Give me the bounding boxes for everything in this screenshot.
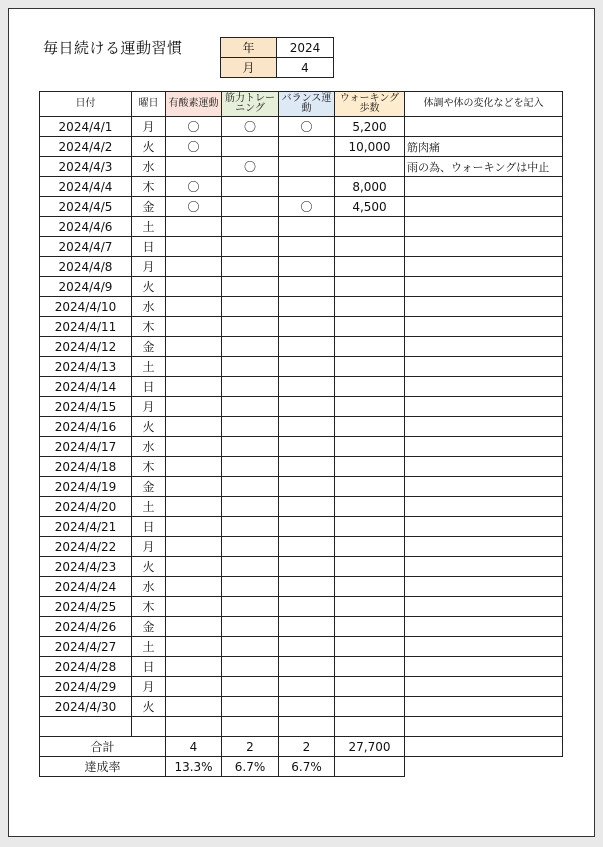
aerobic-cell[interactable]: [166, 637, 222, 657]
table-row: [40, 537, 563, 557]
strength-cell[interactable]: [222, 337, 279, 357]
note-cell[interactable]: [405, 537, 563, 557]
note-cell[interactable]: [405, 517, 563, 537]
aerobic-cell[interactable]: [166, 357, 222, 377]
balance-cell[interactable]: [279, 597, 335, 617]
table-row: [40, 557, 563, 577]
note-cell[interactable]: 雨の為、ウォーキングは中止: [405, 157, 563, 177]
table-row: [40, 377, 563, 397]
table-row: [40, 237, 563, 257]
aerobic-cell[interactable]: [166, 437, 222, 457]
table-row: [40, 457, 563, 477]
balance-cell[interactable]: [279, 237, 335, 257]
header-row: [40, 92, 563, 117]
aerobic-cell[interactable]: 〇: [166, 197, 222, 217]
table-row: [40, 437, 563, 457]
weekday-cell[interactable]: 木: [132, 457, 166, 477]
note-cell[interactable]: [405, 657, 563, 677]
note-cell[interactable]: [405, 477, 563, 497]
aerobic-cell[interactable]: [166, 277, 222, 297]
strength-cell[interactable]: [222, 177, 279, 197]
strength-cell[interactable]: [222, 197, 279, 217]
aerobic-cell[interactable]: [166, 657, 222, 677]
date-cell[interactable]: 2024/4/26: [40, 617, 132, 637]
balance-cell[interactable]: [279, 697, 335, 717]
balance-cell[interactable]: [279, 377, 335, 397]
balance-cell[interactable]: [279, 137, 335, 157]
note-cell[interactable]: [405, 637, 563, 657]
aerobic-cell[interactable]: [166, 397, 222, 417]
walking-steps-cell[interactable]: [335, 577, 405, 597]
balance-cell[interactable]: [279, 637, 335, 657]
balance-cell[interactable]: [279, 537, 335, 557]
strength-cell[interactable]: [222, 677, 279, 697]
date-cell[interactable]: [40, 717, 132, 737]
aerobic-cell[interactable]: [166, 457, 222, 477]
walking-steps-cell[interactable]: [335, 317, 405, 337]
strength-cell[interactable]: [222, 657, 279, 677]
aerobic-cell[interactable]: [166, 337, 222, 357]
weekday-cell[interactable]: [132, 717, 166, 737]
walking-steps-cell[interactable]: [335, 557, 405, 577]
aerobic-cell[interactable]: [166, 217, 222, 237]
date-cell[interactable]: 2024/4/24: [40, 577, 132, 597]
totals-notes-cell: [405, 737, 563, 757]
strength-cell[interactable]: [222, 457, 279, 477]
strength-cell[interactable]: [222, 377, 279, 397]
balance-cell[interactable]: [279, 217, 335, 237]
header-aerobic: 有酸素運動: [166, 92, 222, 117]
rate-walking-cell: [335, 757, 405, 777]
date-cell[interactable]: 2024/4/9: [40, 277, 132, 297]
note-cell[interactable]: [405, 597, 563, 617]
note-cell[interactable]: [405, 377, 563, 397]
walking-steps-cell[interactable]: 4,500: [335, 197, 405, 217]
table-row: [40, 277, 563, 297]
table-row: [40, 397, 563, 417]
walking-steps-cell[interactable]: [335, 617, 405, 637]
walking-steps-cell[interactable]: [335, 517, 405, 537]
balance-cell[interactable]: [279, 317, 335, 337]
date-cell[interactable]: 2024/4/7: [40, 237, 132, 257]
weekday-cell[interactable]: 土: [132, 637, 166, 657]
balance-cell[interactable]: [279, 277, 335, 297]
date-cell[interactable]: 2024/4/21: [40, 517, 132, 537]
date-cell[interactable]: 2024/4/27: [40, 637, 132, 657]
date-cell[interactable]: 2024/4/25: [40, 597, 132, 617]
strength-cell[interactable]: [222, 577, 279, 597]
month-value[interactable]: 4: [277, 58, 334, 78]
strength-cell[interactable]: [222, 477, 279, 497]
table-row: [40, 597, 563, 617]
note-cell[interactable]: [405, 217, 563, 237]
weekday-cell[interactable]: 土: [132, 217, 166, 237]
aerobic-cell[interactable]: [166, 417, 222, 437]
balance-cell[interactable]: [279, 177, 335, 197]
aerobic-cell[interactable]: [166, 537, 222, 557]
table-row: [40, 517, 563, 537]
strength-cell[interactable]: 〇: [222, 157, 279, 177]
strength-cell[interactable]: [222, 617, 279, 637]
strength-cell[interactable]: [222, 437, 279, 457]
weekday-cell[interactable]: 水: [132, 437, 166, 457]
rate-notes-cell: [405, 757, 563, 777]
weekday-cell[interactable]: 火: [132, 277, 166, 297]
table-row: [40, 497, 563, 517]
weekday-cell[interactable]: 日: [132, 657, 166, 677]
walking-steps-cell[interactable]: [335, 337, 405, 357]
table-row: [40, 137, 563, 157]
table-row: [40, 477, 563, 497]
walking-steps-cell[interactable]: [335, 397, 405, 417]
strength-cell[interactable]: [222, 397, 279, 417]
table-row: [40, 637, 563, 657]
month-label: 月: [221, 58, 277, 78]
exercise-log-table: [39, 91, 563, 777]
rates-row: [40, 757, 563, 777]
walking-steps-cell[interactable]: [335, 597, 405, 617]
walking-steps-cell[interactable]: [335, 697, 405, 717]
date-cell[interactable]: 2024/4/28: [40, 657, 132, 677]
weekday-cell[interactable]: 火: [132, 417, 166, 437]
walking-steps-cell[interactable]: [335, 437, 405, 457]
strength-cell[interactable]: [222, 717, 279, 737]
note-cell[interactable]: [405, 717, 563, 737]
aerobic-cell[interactable]: [166, 157, 222, 177]
weekday-cell[interactable]: 月: [132, 257, 166, 277]
weekday-cell[interactable]: 日: [132, 237, 166, 257]
weekday-cell[interactable]: 金: [132, 197, 166, 217]
date-cell[interactable]: 2024/4/23: [40, 557, 132, 577]
year-month-box: [220, 37, 334, 78]
balance-cell[interactable]: [279, 717, 335, 737]
note-cell[interactable]: [405, 297, 563, 317]
aerobic-cell[interactable]: [166, 297, 222, 317]
date-cell[interactable]: 2024/4/15: [40, 397, 132, 417]
date-cell[interactable]: 2024/4/16: [40, 417, 132, 437]
aerobic-cell[interactable]: [166, 717, 222, 737]
table-row: [40, 617, 563, 637]
date-cell[interactable]: 2024/4/11: [40, 317, 132, 337]
table-row: [40, 257, 563, 277]
walking-steps-cell[interactable]: [335, 357, 405, 377]
balance-cell[interactable]: [279, 617, 335, 637]
note-cell[interactable]: [405, 257, 563, 277]
table-row: [40, 177, 563, 197]
weekday-cell[interactable]: 木: [132, 317, 166, 337]
weekday-cell[interactable]: 日: [132, 377, 166, 397]
table-row: [40, 337, 563, 357]
date-cell[interactable]: 2024/4/20: [40, 497, 132, 517]
strength-cell[interactable]: [222, 697, 279, 717]
weekday-cell[interactable]: 月: [132, 117, 166, 137]
rate-balance: 6.7%: [279, 757, 335, 777]
date-cell[interactable]: 2024/4/2: [40, 137, 132, 157]
walking-steps-cell[interactable]: [335, 637, 405, 657]
header-notes: 体調や体の変化などを記入: [405, 92, 563, 117]
aerobic-cell[interactable]: [166, 557, 222, 577]
weekday-cell[interactable]: 木: [132, 597, 166, 617]
strength-cell[interactable]: [222, 637, 279, 657]
balance-cell[interactable]: [279, 477, 335, 497]
weekday-cell[interactable]: 月: [132, 677, 166, 697]
strength-cell[interactable]: [222, 537, 279, 557]
strength-cell[interactable]: [222, 417, 279, 437]
balance-cell[interactable]: [279, 517, 335, 537]
totals-row: [40, 737, 563, 757]
note-cell[interactable]: [405, 497, 563, 517]
strength-cell[interactable]: [222, 217, 279, 237]
aerobic-cell[interactable]: [166, 617, 222, 637]
balance-cell[interactable]: [279, 457, 335, 477]
table-row: [40, 357, 563, 377]
table-row: [40, 297, 563, 317]
aerobic-cell[interactable]: [166, 597, 222, 617]
note-cell[interactable]: [405, 617, 563, 637]
total-balance: 2: [279, 737, 335, 757]
note-cell[interactable]: [405, 397, 563, 417]
walking-steps-cell[interactable]: [335, 477, 405, 497]
note-cell[interactable]: [405, 237, 563, 257]
walking-steps-cell[interactable]: [335, 417, 405, 437]
total-strength: 2: [222, 737, 279, 757]
table-row: [40, 657, 563, 677]
strength-cell[interactable]: [222, 557, 279, 577]
walking-steps-cell[interactable]: 10,000: [335, 137, 405, 157]
weekday-cell[interactable]: 土: [132, 497, 166, 517]
weekday-cell[interactable]: 月: [132, 397, 166, 417]
walking-steps-cell[interactable]: [335, 157, 405, 177]
date-cell[interactable]: 2024/4/29: [40, 677, 132, 697]
strength-cell[interactable]: [222, 297, 279, 317]
spreadsheet-page: [8, 8, 595, 837]
table-row: [40, 697, 563, 717]
table-row: [40, 717, 563, 737]
strength-cell[interactable]: [222, 357, 279, 377]
header-walking: ウォーキング歩数: [335, 92, 405, 117]
walking-steps-cell[interactable]: 8,000: [335, 177, 405, 197]
aerobic-cell[interactable]: 〇: [166, 137, 222, 157]
strength-cell[interactable]: [222, 277, 279, 297]
balance-cell[interactable]: 〇: [279, 117, 335, 137]
aerobic-cell[interactable]: [166, 577, 222, 597]
date-cell[interactable]: 2024/4/18: [40, 457, 132, 477]
aerobic-cell[interactable]: 〇: [166, 177, 222, 197]
weekday-cell[interactable]: 日: [132, 517, 166, 537]
walking-steps-cell[interactable]: [335, 677, 405, 697]
walking-steps-cell[interactable]: [335, 277, 405, 297]
strength-cell[interactable]: [222, 597, 279, 617]
note-cell[interactable]: [405, 457, 563, 477]
strength-cell[interactable]: [222, 497, 279, 517]
strength-cell[interactable]: [222, 257, 279, 277]
note-cell[interactable]: [405, 357, 563, 377]
date-cell[interactable]: 2024/4/30: [40, 697, 132, 717]
walking-steps-cell[interactable]: 5,200: [335, 117, 405, 137]
header-weekday: 曜日: [132, 92, 166, 117]
strength-cell[interactable]: [222, 237, 279, 257]
page-title: 毎日続ける運動習慣: [43, 39, 183, 57]
balance-cell[interactable]: [279, 437, 335, 457]
balance-cell[interactable]: [279, 297, 335, 317]
weekday-cell[interactable]: 土: [132, 357, 166, 377]
note-cell[interactable]: [405, 417, 563, 437]
table-row: [40, 677, 563, 697]
note-cell[interactable]: [405, 677, 563, 697]
strength-cell[interactable]: [222, 137, 279, 157]
balance-cell[interactable]: [279, 677, 335, 697]
walking-steps-cell[interactable]: [335, 377, 405, 397]
note-cell[interactable]: 筋肉痛: [405, 137, 563, 157]
date-cell[interactable]: 2024/4/19: [40, 477, 132, 497]
weekday-cell[interactable]: 月: [132, 537, 166, 557]
table-row: [40, 157, 563, 177]
date-cell[interactable]: 2024/4/22: [40, 537, 132, 557]
weekday-cell[interactable]: 水: [132, 297, 166, 317]
weekday-cell[interactable]: 火: [132, 557, 166, 577]
aerobic-cell[interactable]: [166, 697, 222, 717]
walking-steps-cell[interactable]: [335, 497, 405, 517]
date-cell[interactable]: 2024/4/10: [40, 297, 132, 317]
note-cell[interactable]: [405, 117, 563, 137]
date-cell[interactable]: 2024/4/13: [40, 357, 132, 377]
table-row: [40, 577, 563, 597]
balance-cell[interactable]: [279, 497, 335, 517]
note-cell[interactable]: [405, 577, 563, 597]
note-cell[interactable]: [405, 277, 563, 297]
totals-label: 合計: [40, 737, 166, 757]
table-row: [40, 217, 563, 237]
table-row: [40, 417, 563, 437]
note-cell[interactable]: [405, 557, 563, 577]
aerobic-cell[interactable]: [166, 497, 222, 517]
date-cell[interactable]: 2024/4/3: [40, 157, 132, 177]
date-cell[interactable]: 2024/4/5: [40, 197, 132, 217]
aerobic-cell[interactable]: [166, 317, 222, 337]
walking-steps-cell[interactable]: [335, 257, 405, 277]
balance-cell[interactable]: [279, 417, 335, 437]
year-value[interactable]: 2024: [277, 38, 334, 58]
aerobic-cell[interactable]: [166, 677, 222, 697]
note-cell[interactable]: [405, 177, 563, 197]
walking-steps-cell[interactable]: [335, 537, 405, 557]
walking-steps-cell[interactable]: [335, 657, 405, 677]
balance-cell[interactable]: 〇: [279, 197, 335, 217]
date-cell[interactable]: 2024/4/1: [40, 117, 132, 137]
balance-cell[interactable]: [279, 157, 335, 177]
walking-steps-cell[interactable]: [335, 297, 405, 317]
total-aerobic: 4: [166, 737, 222, 757]
balance-cell[interactable]: [279, 657, 335, 677]
strength-cell[interactable]: 〇: [222, 117, 279, 137]
balance-cell[interactable]: [279, 397, 335, 417]
date-cell[interactable]: 2024/4/6: [40, 217, 132, 237]
note-cell[interactable]: [405, 437, 563, 457]
weekday-cell[interactable]: 金: [132, 477, 166, 497]
weekday-cell[interactable]: 水: [132, 157, 166, 177]
table-row: [40, 197, 563, 217]
aerobic-cell[interactable]: [166, 517, 222, 537]
date-cell[interactable]: 2024/4/14: [40, 377, 132, 397]
weekday-cell[interactable]: 水: [132, 577, 166, 597]
header-date: 日付: [40, 92, 132, 117]
table-row: [40, 317, 563, 337]
walking-steps-cell[interactable]: [335, 457, 405, 477]
header-strength: 筋力トレーニング: [222, 92, 279, 117]
note-cell[interactable]: [405, 317, 563, 337]
walking-steps-cell[interactable]: [335, 237, 405, 257]
weekday-cell[interactable]: 火: [132, 697, 166, 717]
weekday-cell[interactable]: 火: [132, 137, 166, 157]
note-cell[interactable]: [405, 197, 563, 217]
walking-steps-cell[interactable]: [335, 217, 405, 237]
date-cell[interactable]: 2024/4/17: [40, 437, 132, 457]
note-cell[interactable]: [405, 697, 563, 717]
weekday-cell[interactable]: 木: [132, 177, 166, 197]
year-label: 年: [221, 38, 277, 58]
aerobic-cell[interactable]: 〇: [166, 117, 222, 137]
balance-cell[interactable]: [279, 337, 335, 357]
balance-cell[interactable]: [279, 577, 335, 597]
balance-cell[interactable]: [279, 357, 335, 377]
rates-label: 達成率: [40, 757, 166, 777]
aerobic-cell[interactable]: [166, 377, 222, 397]
aerobic-cell[interactable]: [166, 257, 222, 277]
weekday-cell[interactable]: 金: [132, 337, 166, 357]
table-row: [40, 117, 563, 137]
aerobic-cell[interactable]: [166, 477, 222, 497]
rate-aerobic: 13.3%: [166, 757, 222, 777]
aerobic-cell[interactable]: [166, 237, 222, 257]
weekday-cell[interactable]: 金: [132, 617, 166, 637]
balance-cell[interactable]: [279, 257, 335, 277]
date-cell[interactable]: 2024/4/8: [40, 257, 132, 277]
header-balance: バランス運動: [279, 92, 335, 117]
strength-cell[interactable]: [222, 517, 279, 537]
date-cell[interactable]: 2024/4/12: [40, 337, 132, 357]
walking-steps-cell[interactable]: [335, 717, 405, 737]
balance-cell[interactable]: [279, 557, 335, 577]
total-walking: 27,700: [335, 737, 405, 757]
strength-cell[interactable]: [222, 317, 279, 337]
note-cell[interactable]: [405, 337, 563, 357]
rate-strength: 6.7%: [222, 757, 279, 777]
date-cell[interactable]: 2024/4/4: [40, 177, 132, 197]
